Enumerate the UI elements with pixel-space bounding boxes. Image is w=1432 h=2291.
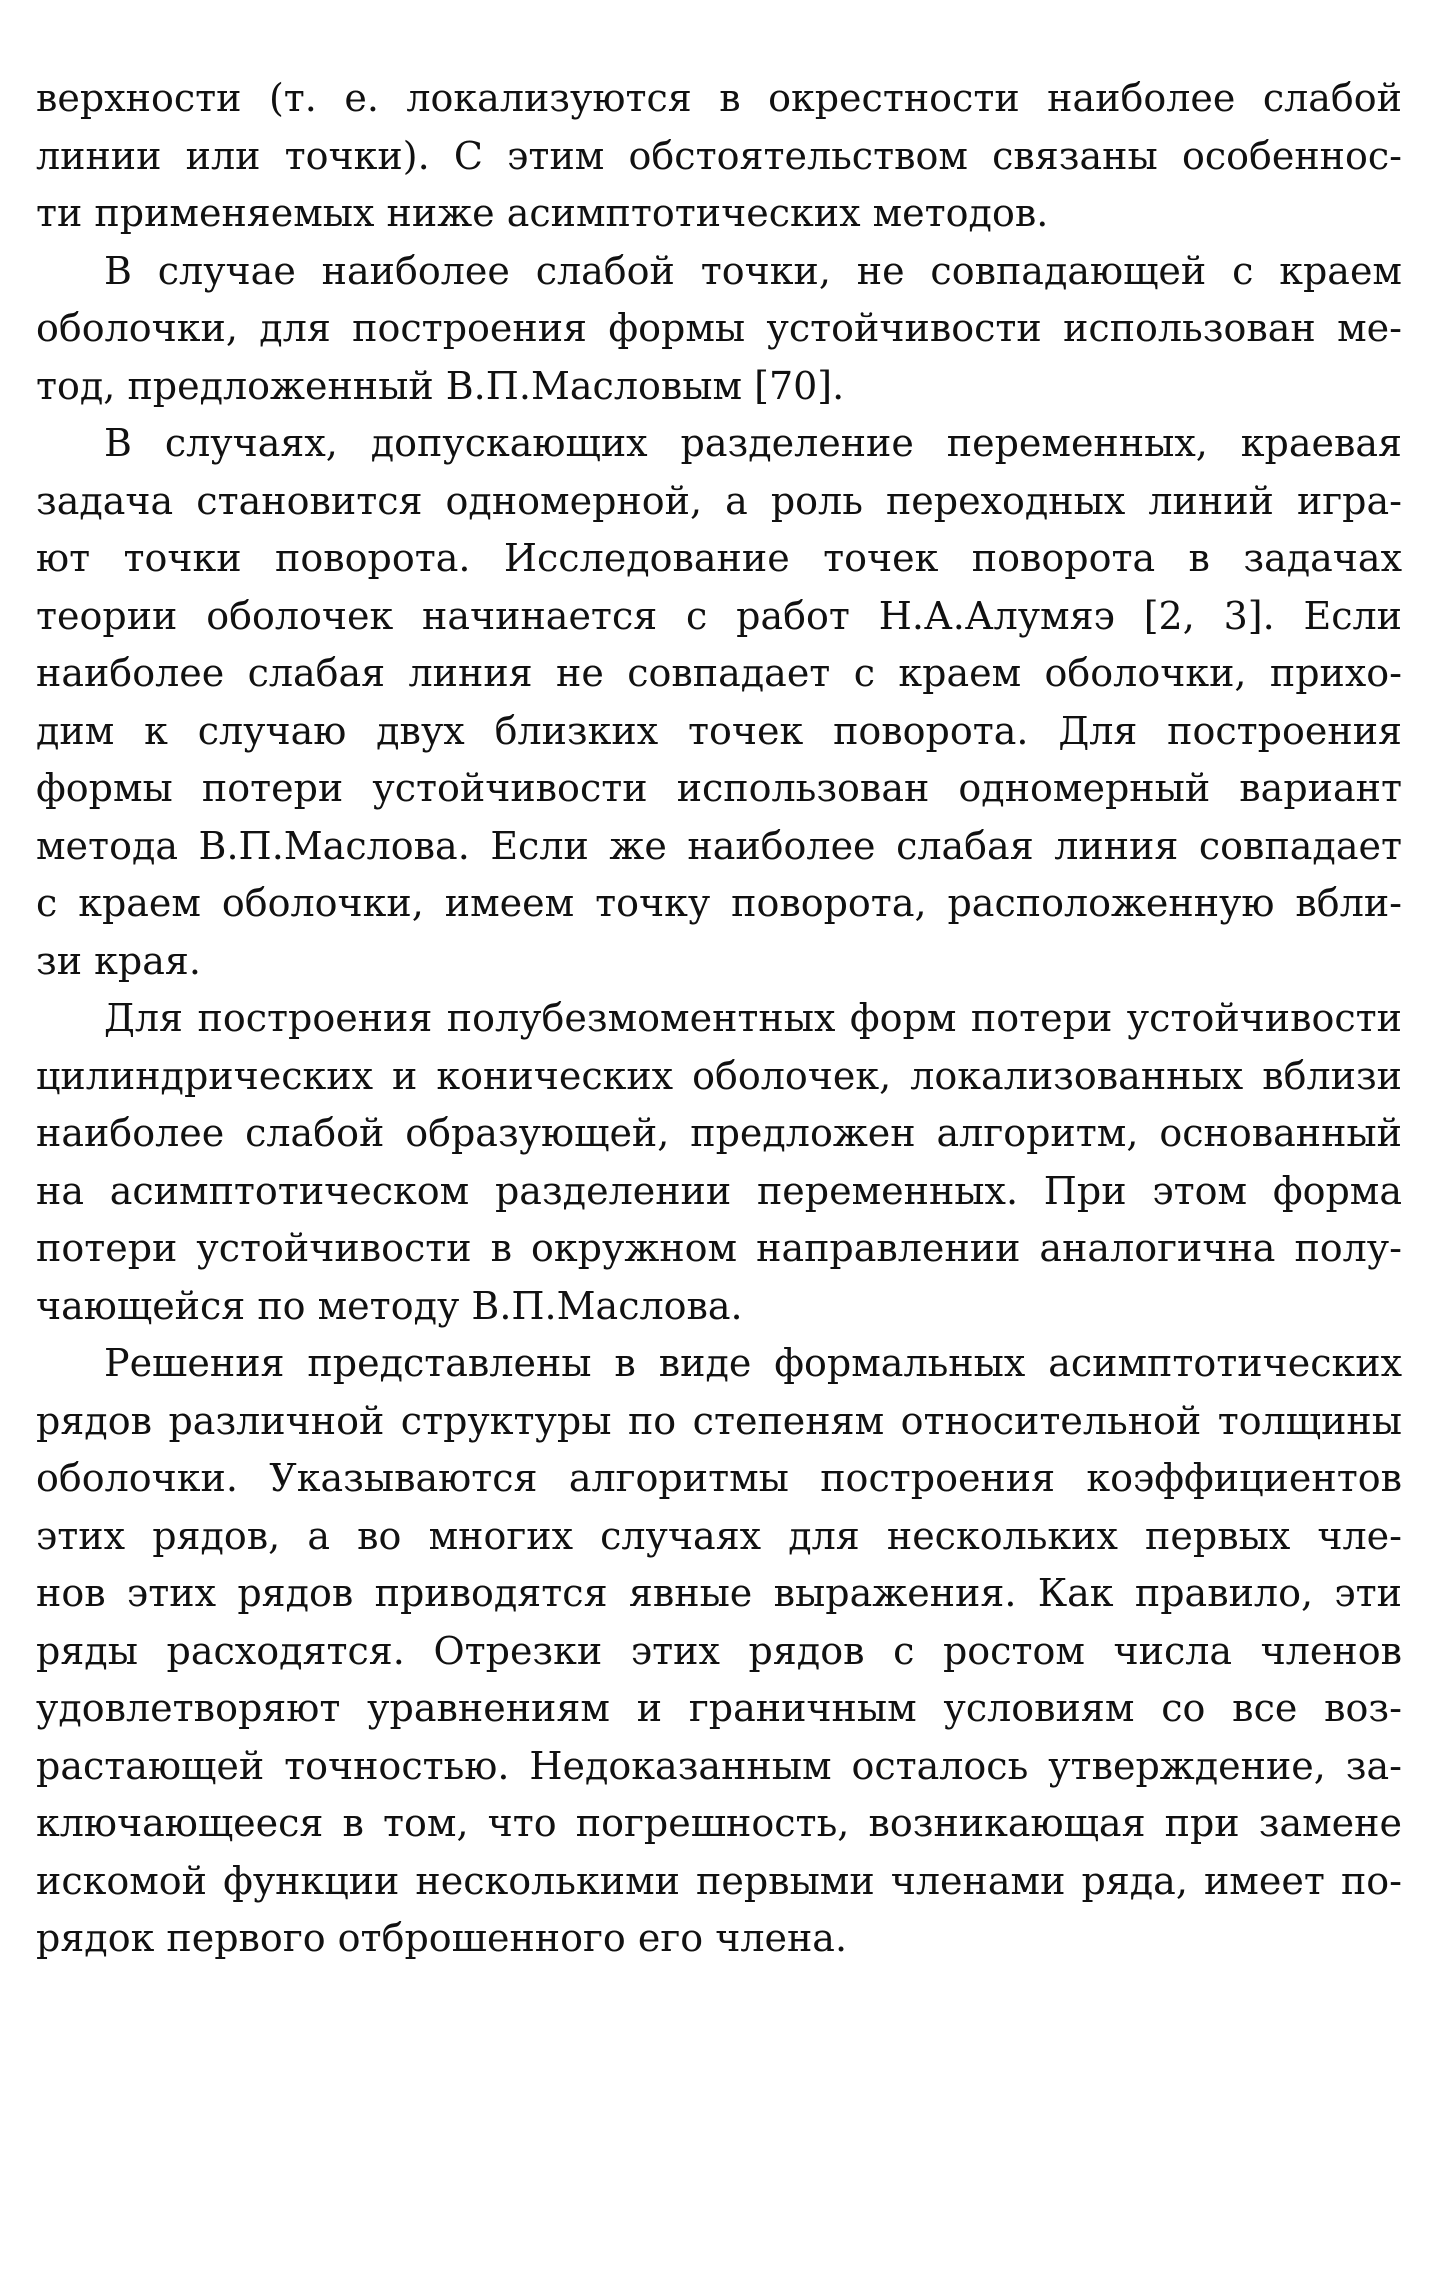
page-body: [36, 70, 1402, 1968]
text-line: с краем оболочки, имеем точку поворота, расположенную вбли-: [36, 881, 1402, 925]
text-line: линии или точки). С этим обстоятельством связаны особеннос-: [36, 133, 1402, 178]
text-line: дим к случаю двух близких точек поворота. Для построения: [36, 708, 1402, 753]
text-line: Для построения полубезмоментных форм потери устойчивости: [104, 996, 1402, 1040]
text-line: ти применяемых ниже асимптотических методов.: [36, 191, 1049, 235]
text-line: ряды расходятся. Отрезки этих рядов с ростом числа членов: [36, 1628, 1402, 1673]
text-line: Решения представлены в виде формальных асимптотических: [104, 1341, 1402, 1385]
paragraph-2: [36, 243, 1402, 416]
paragraph-5: [36, 1335, 1402, 1968]
text-line: ют точки поворота. Исследование точек поворота в задачах: [36, 536, 1402, 580]
text-line: наиболее слабой образующей, предложен алгоритм, основанный: [36, 1111, 1402, 1155]
text-line: этих рядов, а во многих случаях для нескольких первых чле-: [36, 1513, 1402, 1558]
text-line: цилиндрических и конических оболочек, локализованных вблизи: [36, 1053, 1402, 1098]
text-line: искомой функции несколькими первыми членами ряда, имеет по-: [36, 1858, 1402, 1903]
text-line: ключающееся в том, что погрешность, возникающая при замене: [36, 1801, 1402, 1845]
text-line: оболочки. Указываются алгоритмы построения коэффициентов: [36, 1456, 1402, 1500]
text-line: В случае наиболее слабой точки, не совпадающей с краем: [104, 248, 1402, 293]
text-line: удовлетворяют уравнениям и граничным условиям со все воз-: [36, 1686, 1402, 1730]
text-line: формы потери устойчивости использован одномерный вариант: [36, 766, 1402, 810]
text-line: чающейся по методу В.П.Маслова.: [36, 1283, 743, 1328]
text-line: растающей точностью. Недоказанным осталось утверждение, за-: [36, 1743, 1402, 1788]
text-line: потери устойчивости в окружном направлении аналогична полу-: [36, 1226, 1402, 1270]
paragraph-3: [36, 415, 1402, 990]
text-line: нов этих рядов приводятся явные выражения. Как правило, эти: [36, 1571, 1402, 1615]
text-line: зи края.: [36, 938, 201, 983]
text-line: задача становится одномерной, а роль переходных линий игра-: [36, 478, 1402, 523]
text-line: теории оболочек начинается с работ Н.А.Алумяэ [2, 3]. Если: [36, 593, 1402, 638]
text-line: метода В.П.Маслова. Если же наиболее слабая линия совпадает: [36, 823, 1402, 868]
text-line: верхности (т. е. локализуются в окрестности наиболее слабой: [36, 76, 1402, 120]
text-line: наиболее слабая линия не совпадает с краем оболочки, прихо-: [36, 651, 1402, 695]
text-line: тод, предложенный В.П.Масловым [70].: [36, 363, 845, 408]
text-line: рядов различной структуры по степеням относительной толщины: [36, 1398, 1402, 1443]
text-line: рядок первого отброшенного его члена.: [36, 1916, 848, 1960]
text-line: на асимптотическом разделении переменных. При этом форма: [36, 1168, 1402, 1213]
text-line: оболочки, для построения формы устойчивости использован ме-: [36, 306, 1402, 350]
paragraph-4: [36, 990, 1402, 1335]
paragraph-1: [36, 70, 1402, 243]
text-line: В случаях, допускающих разделение переменных, краевая: [104, 421, 1402, 465]
